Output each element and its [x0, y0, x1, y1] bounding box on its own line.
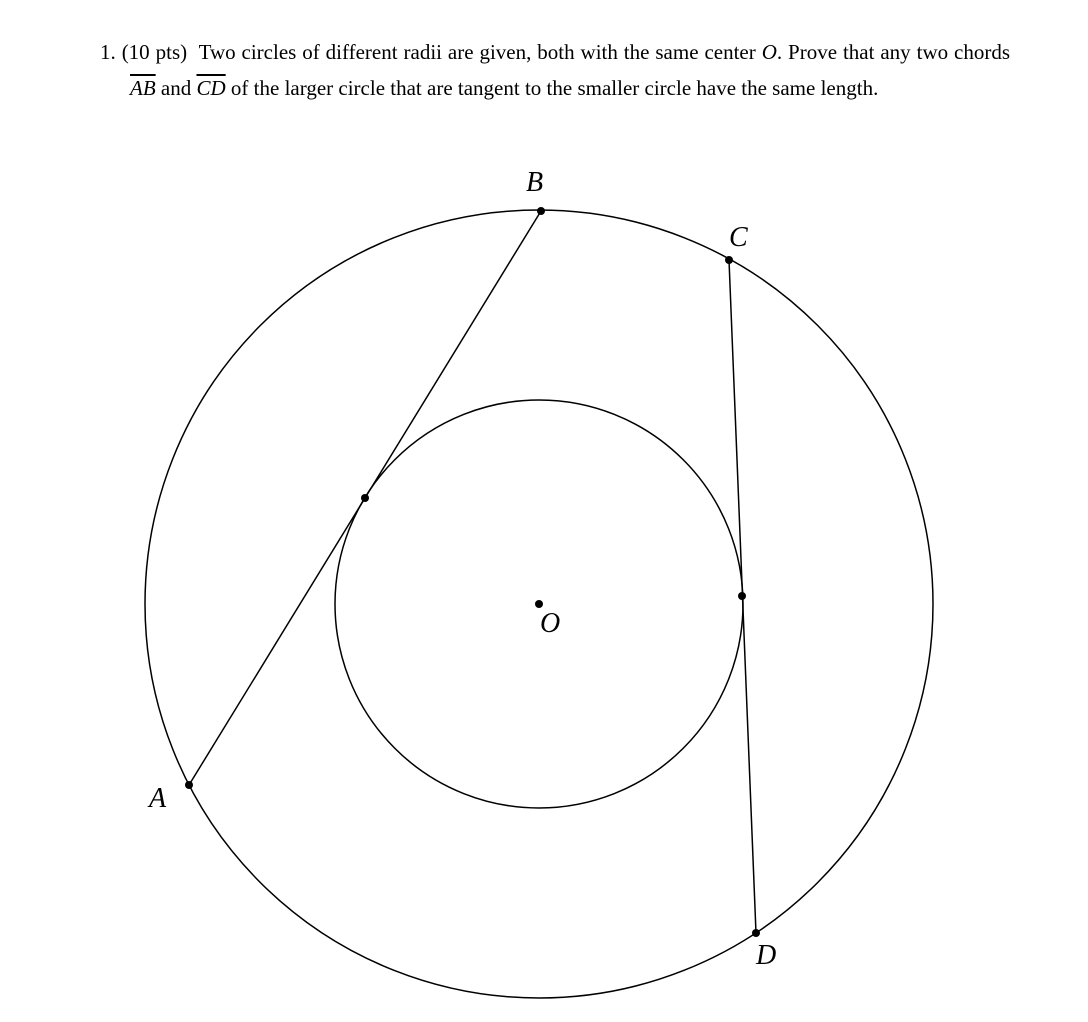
label-o: O: [540, 608, 561, 639]
problem-points: (10 pts): [121, 40, 188, 64]
problem-text-part-1: Two circles of different radii are given, both with the same center: [198, 40, 756, 64]
problem-text-part-4: of the larger circle that are tangent to the smaller circle have the same length.: [230, 76, 879, 100]
point-a: [185, 781, 193, 789]
point-d: [752, 929, 760, 937]
chord-ab-name: $\overline{AB}$: [130, 76, 156, 100]
label-d: D: [756, 940, 777, 971]
problem-text-part-2: . Prove that any two chords: [776, 40, 1011, 64]
label-c: C: [729, 222, 748, 253]
label-b: B: [526, 167, 544, 198]
center-point-o: [535, 600, 543, 608]
tangent-point-ab: [361, 494, 369, 502]
problem-text-part-3: and: [160, 76, 192, 100]
label-a: A: [149, 783, 167, 814]
point-b: [537, 207, 545, 215]
tangent-point-cd: [738, 592, 746, 600]
center-name: O: [761, 40, 777, 64]
chord-cd-name: $\overline{CD}$: [196, 76, 226, 100]
point-c: [725, 256, 733, 264]
problem-number: 1.: [100, 40, 116, 64]
